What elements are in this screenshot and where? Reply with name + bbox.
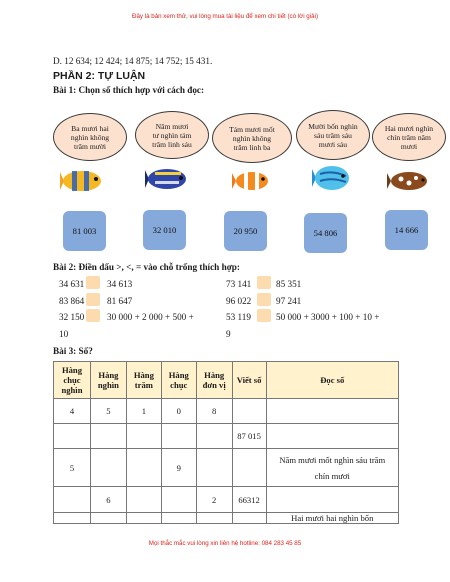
bubble-text: Hai mươi nghìn [384, 123, 434, 133]
table-cell[interactable] [126, 424, 161, 449]
fish-icon [232, 170, 272, 192]
table-cell[interactable] [232, 399, 266, 424]
table-cell[interactable] [90, 424, 126, 449]
column-header: Viết số [232, 362, 266, 399]
table-row [54, 449, 399, 487]
compare-right-value: 30 000 + 2 000 + 500 + [107, 312, 194, 322]
table-cell[interactable] [54, 424, 91, 449]
table-cell[interactable] [232, 513, 266, 524]
bubble-text: sáu trăm sáu [314, 130, 352, 140]
table-header-row [54, 362, 399, 399]
table-cell[interactable]: Năm mươi mốt nghìn sáu trăm chín mươi [266, 449, 398, 487]
fish-icon [145, 166, 191, 192]
reading-bubble-5 [372, 113, 446, 161]
table-cell[interactable] [196, 513, 232, 524]
compare-left-value: 34 631 [59, 279, 85, 289]
compare-right-value: 85 351 [276, 279, 302, 289]
compare-right-value: 81 647 [107, 296, 133, 306]
table-cell[interactable]: 8 [196, 399, 232, 424]
fish-icon [60, 168, 106, 194]
part2-title: PHẦN 2: TỰ LUẬN [53, 70, 146, 82]
compare-left-value: 32 150 [59, 312, 85, 322]
compare-continuation: 10 [59, 329, 69, 339]
table-row [54, 513, 399, 524]
column-header: Hàng chục [161, 362, 196, 399]
table-cell[interactable] [126, 449, 161, 487]
table-row [54, 487, 399, 513]
table-cell[interactable] [54, 487, 91, 513]
compare-right-value: 50 000 + 3000 + 100 + 10 + [276, 312, 380, 322]
table-row [54, 424, 399, 449]
blank-box[interactable] [257, 276, 271, 289]
table-cell[interactable]: 0 [161, 399, 196, 424]
table-cell[interactable]: Hai mươi hai nghìn bốn [266, 513, 398, 524]
table-cell[interactable] [266, 487, 398, 513]
table-cell[interactable]: 5 [90, 399, 126, 424]
bubble-text: trăm mười [74, 141, 106, 151]
bubble-text: Mười bốn nghìn [308, 121, 358, 131]
answer-option-d: D. 12 634; 12 424; 14 875; 14 752; 15 431. [53, 56, 213, 66]
table-cell[interactable] [161, 513, 196, 524]
number-card-2[interactable]: 32 010 [143, 210, 186, 250]
column-header: Hàng trăm [126, 362, 161, 399]
blank-box[interactable] [86, 309, 100, 322]
blank-box[interactable] [257, 293, 271, 306]
fish-icon [387, 170, 431, 192]
reading-bubble-1 [53, 113, 127, 161]
exercise2-title: Bài 2: Điền dấu >, <, = vào chỗ trống thích hợp: [53, 262, 240, 272]
number-card-5[interactable]: 14 666 [385, 210, 428, 250]
table-cell[interactable] [161, 424, 196, 449]
reading-bubble-3 [212, 113, 292, 163]
table-cell[interactable] [232, 449, 266, 487]
table-cell[interactable] [126, 513, 161, 524]
table-cell[interactable] [90, 449, 126, 487]
exercise3-title: Bài 3: Số? [53, 346, 93, 356]
preview-banner: Đây là bản xem thử, vui lòng mua tài liệu để xem chi tiết (có lời giải) [132, 13, 318, 20]
exercise1-title: Bài 1: Chọn số thích hợp với cách đọc: [53, 85, 205, 95]
table-cell[interactable] [266, 424, 398, 449]
table-row [54, 399, 399, 424]
compare-right-value: 97 241 [276, 296, 302, 306]
bubble-text: nghìn không [70, 132, 110, 142]
table-cell[interactable]: 87 015 [232, 424, 266, 449]
number-card-4[interactable]: 54 806 [304, 213, 347, 253]
table-cell[interactable] [196, 449, 232, 487]
bubble-text: trăm linh ba [233, 142, 271, 152]
table-cell[interactable]: 5 [54, 449, 91, 487]
table-cell[interactable]: 2 [196, 487, 232, 513]
compare-right-value: 34 613 [107, 279, 133, 289]
bubble-text: mươi [400, 141, 418, 151]
number-card-1[interactable]: 81 003 [63, 211, 106, 251]
blank-box[interactable] [86, 293, 100, 306]
compare-continuation: 9 [226, 329, 231, 339]
column-header: Hàng đơn vị [196, 362, 232, 399]
table-cell[interactable]: 66312 [232, 487, 266, 513]
bubble-text: tư nghìn tám [152, 130, 192, 140]
bubble-text: Năm mươi [155, 121, 189, 131]
compare-left-value: 53 119 [226, 312, 251, 322]
fish-icon [312, 164, 352, 192]
blank-box[interactable] [257, 309, 271, 322]
bubble-text: Ba mươi hai [71, 123, 109, 133]
table-cell[interactable]: 6 [90, 487, 126, 513]
column-header: Hàng chục nghìn [54, 362, 91, 399]
table-cell[interactable]: 9 [161, 449, 196, 487]
compare-left-value: 83 864 [59, 296, 85, 306]
table-cell[interactable]: 4 [54, 399, 91, 424]
table-cell[interactable]: 1 [126, 399, 161, 424]
reading-bubble-2 [135, 111, 209, 159]
table-cell[interactable] [126, 487, 161, 513]
table-cell[interactable] [196, 424, 232, 449]
column-header: Đọc số [266, 362, 398, 399]
compare-left-value: 96 022 [226, 296, 252, 306]
reading-bubble-4 [296, 110, 370, 160]
place-value-table [53, 361, 399, 524]
bubble-text: mươi sáu [318, 139, 348, 149]
blank-box[interactable] [86, 276, 100, 289]
bubble-text: trăm linh sáu [152, 139, 192, 149]
compare-left-value: 73 141 [226, 279, 252, 289]
number-card-3[interactable]: 20 950 [224, 211, 267, 251]
column-header: Hàng nghìn [90, 362, 126, 399]
table-cell[interactable] [54, 513, 91, 524]
table-cell[interactable] [90, 513, 126, 524]
table-cell[interactable] [161, 487, 196, 513]
bubble-text: nghìn không [232, 133, 272, 143]
bubble-text: Tám mươi mốt [229, 124, 275, 134]
hotline-banner: Mọi thắc mắc vui lòng xin liên hệ hotline: 084 283 45 85 [148, 540, 302, 547]
bubble-text: chín trăm năm [387, 132, 431, 142]
table-cell[interactable] [266, 399, 398, 424]
